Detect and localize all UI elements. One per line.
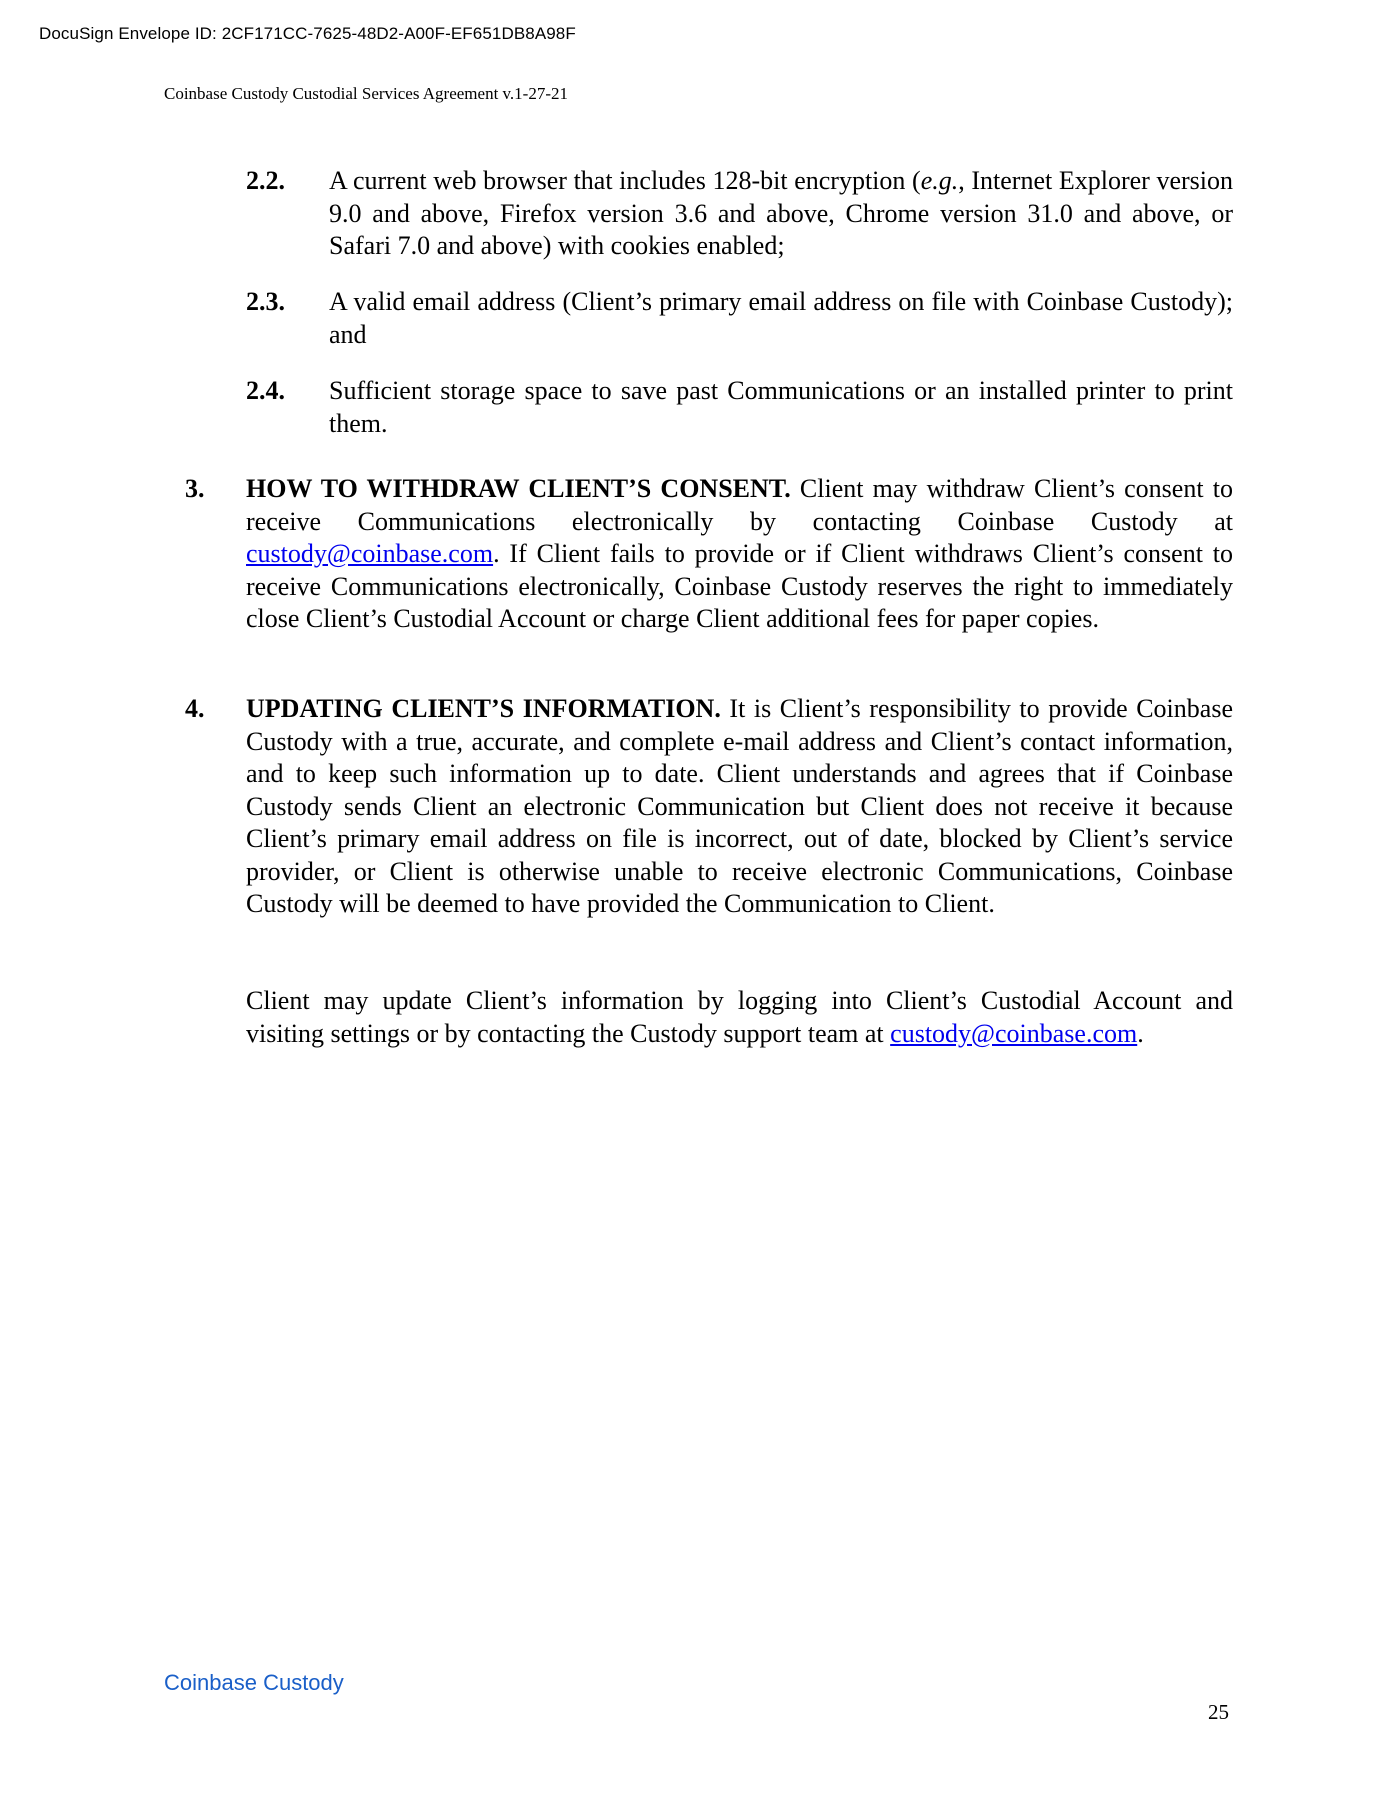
section-2-3 bbox=[246, 286, 1233, 351]
section-number: 2.4. bbox=[246, 376, 285, 405]
custody-support-email-link[interactable]: custody@coinbase.com bbox=[890, 1018, 1138, 1048]
footer-brand: Coinbase Custody bbox=[164, 1670, 344, 1695]
section-number: 2.2. bbox=[246, 166, 285, 195]
section-text: HOW TO WITHDRAW CLIENT’S CONSENT. Client may withdraw Client’s consent to receive Communications electronically by contacting Coinbase Custody at custody@coinbase.com. If Client fails to provide or if Client withdraws Client’s consent to receive Communications electronically, Coinbase Custody reserves the right to immediately close Client’s Custodial Account or charge Client additional fees for paper copies. bbox=[246, 474, 1233, 633]
section-4-paragraph-2: Client may update Client’s information by logging into Client’s Custodial Account and visiting settings or by contacting the Custody support team at custody@coinbase.com. bbox=[246, 986, 1233, 1048]
section-3 bbox=[185, 473, 1233, 636]
section-text: UPDATING CLIENT’S INFORMATION. It is Client’s responsibility to provide Coinbase Custody with a true, accurate, and complete e-mail address and Client’s contact information, and to keep such information up to date. Client understands and agrees that if Coinbase Custody sends Client an electronic Communication but Client does not receive it because Client’s primary email address on file is incorrect, out of date, blocked by Client’s service provider, or Client is otherwise unable to receive electronic Communications, Coinbase Custody will be deemed to have provided the Communication to Client. bbox=[246, 694, 1233, 918]
section-number: 3. bbox=[185, 474, 205, 503]
section-number: 4. bbox=[185, 694, 205, 723]
section-text: A current web browser that includes 128-bit encryption (e.g., Internet Explorer version 9.0 and above, Firefox version 3.6 and above, Chrome version 31.0 and above, or Safari 7.0 and above) with cookies enabled; bbox=[329, 166, 1233, 260]
section-heading: HOW TO WITHDRAW CLIENT’S CONSENT. bbox=[246, 474, 791, 503]
docusign-envelope-id: DocuSign Envelope ID: 2CF171CC-7625-48D2-A00F-EF651DB8A98F bbox=[39, 24, 576, 43]
section-2-2 bbox=[246, 165, 1233, 263]
section-text: A valid email address (Client’s primary email address on file with Coinbase Custody); and bbox=[329, 287, 1233, 349]
section-heading: UPDATING CLIENT’S INFORMATION. bbox=[246, 694, 721, 723]
custody-email-link[interactable]: custody@coinbase.com bbox=[246, 539, 494, 568]
section-4 bbox=[185, 693, 1233, 921]
section-number: 2.3. bbox=[246, 287, 285, 316]
section-text: Sufficient storage space to save past Communications or an installed printer to print them. bbox=[329, 376, 1233, 438]
section-2-4 bbox=[246, 375, 1233, 440]
running-title: Coinbase Custody Custodial Services Agreement v.1-27-21 bbox=[164, 84, 569, 103]
italic-eg: e.g. bbox=[920, 166, 959, 195]
page-number: 25 bbox=[1208, 1700, 1229, 1724]
